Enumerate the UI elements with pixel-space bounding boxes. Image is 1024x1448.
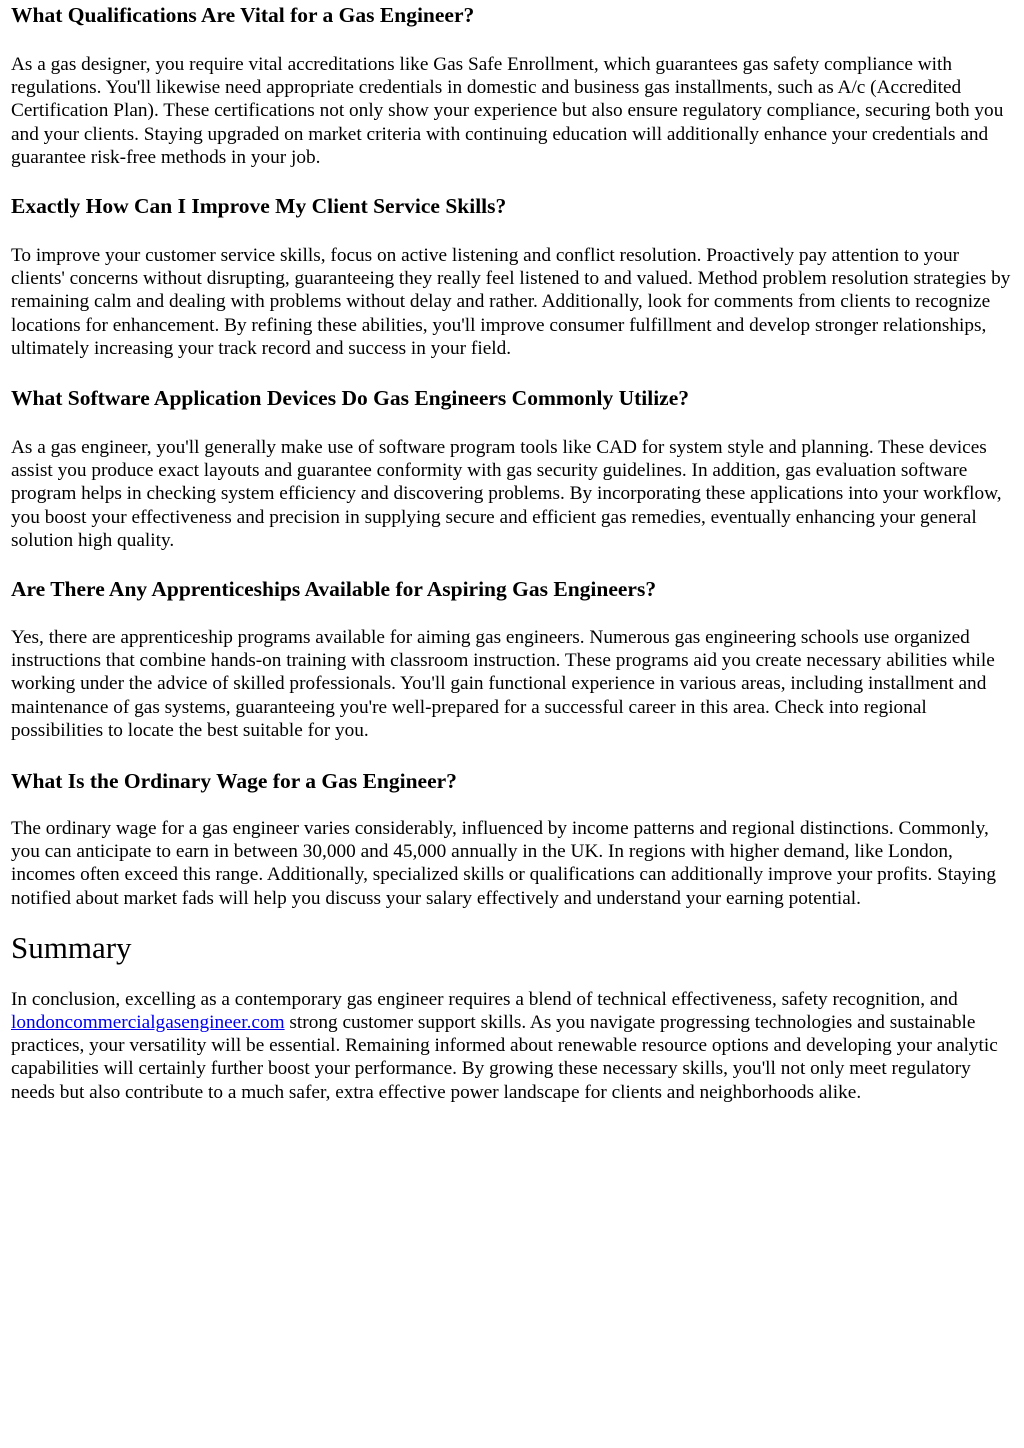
section-heading-software-tools: What Software Application Devices Do Gas Engineers Commonly Utilize? [11,386,690,411]
section-heading-apprenticeships: Are There Any Apprenticeships Available for Aspiring Gas Engineers? [11,577,657,602]
summary-heading: Summary [11,929,132,965]
section-heading-client-service: Exactly How Can I Improve My Client Service Skills? [11,194,507,219]
company-website-link[interactable]: londoncommercialgasengineer.com [11,1012,285,1034]
section-paragraph-qualifications: As a gas designer, you require vital accreditations like Gas Safe Enrollment, which guarantees gas safety compliance with regulations. You'll likewise need appropriate credentials in domestic and business gas installments, such as A/c (Accredited Certification Plan). These certifications not only show your experience but also ensure regulatory compliance, securing both you and your clients. Staying upgraded on market criteria with continuing education will additionally enhance your credentials and guarantee risk-free methods in your job. [11,54,1004,168]
section-paragraph-wage: The ordinary wage for a gas engineer varies considerably, influenced by income patterns and regional distinctions. Commonly, you can anticipate to earn in between 30,000 and 45,000 annually in the UK. In regions with higher demand, like London, incomes often exceed this range. Additionally, specialized skills or qualifications can additionally improve your profits. Staying notified about market fads will help you discuss your salary effectively and understand your earning potential. [11,818,997,909]
section-heading-wage: What Is the Ordinary Wage for a Gas Engineer? [11,769,457,794]
summary-text-before-link: In conclusion, excelling as a contemporary gas engineer requires a blend of technical effectiveness, safety recognition, and [11,988,958,1010]
document-page [0,2,1024,1448]
section-paragraph-apprenticeships: Yes, there are apprenticeship programs available for aiming gas engineers. Numerous gas engineering schools use organized instructions that combine hands-on training with classroom instruction. These programs aid you create necessary abilities while working under the advice of skilled professionals. You'll gain functional experience in various areas, including installment and maintenance of gas systems, guaranteeing you're well-prepared for a successful career in this area. Check into regional possibilities to locate the best suitable for you. [11,627,995,741]
section-paragraph-software-tools: As a gas engineer, you'll generally make use of software program tools like CAD for system style and planning. These devices assist you produce exact layouts and guarantee conformity with gas security guidelines. In addition, gas evaluation software program helps in checking system efficiency and discovering problems. By incorporating these applications into your workflow, you boost your effectiveness and precision in supplying secure and efficient gas remedies, eventually enhancing your general solution high quality. [11,437,1002,551]
section-heading-qualifications: What Qualifications Are Vital for a Gas Engineer? [11,3,475,27]
section-paragraph-client-service: To improve your customer service skills, focus on active listening and conflict resolution. Proactively pay attention to your clients' concerns without disrupting, guaranteeing they really feel listened to and valued. Method problem resolution strategies by remaining calm and dealing with problems without delay and rather. Additionally, look for comments from clients to recognize locations for enhancement. By refining these abilities, you'll improve consumer fulfillment and develop stronger relationships, ultimately increasing your track record and success in your field. [11,245,1011,359]
summary-text-after-link: strong customer support skills. As you navigate progressing technologies and sustainable practices, your versatility will be essential. Remaining informed about renewable resource options and developing your analytic capabilities will certainly further boost your performance. By growing these necessary skills, you'll not only meet regulatory needs but also contribute to a much safer, extra effective power landscape for clients and neighborhoods alike. [11,1012,998,1103]
summary-paragraph [11,988,1014,1104]
